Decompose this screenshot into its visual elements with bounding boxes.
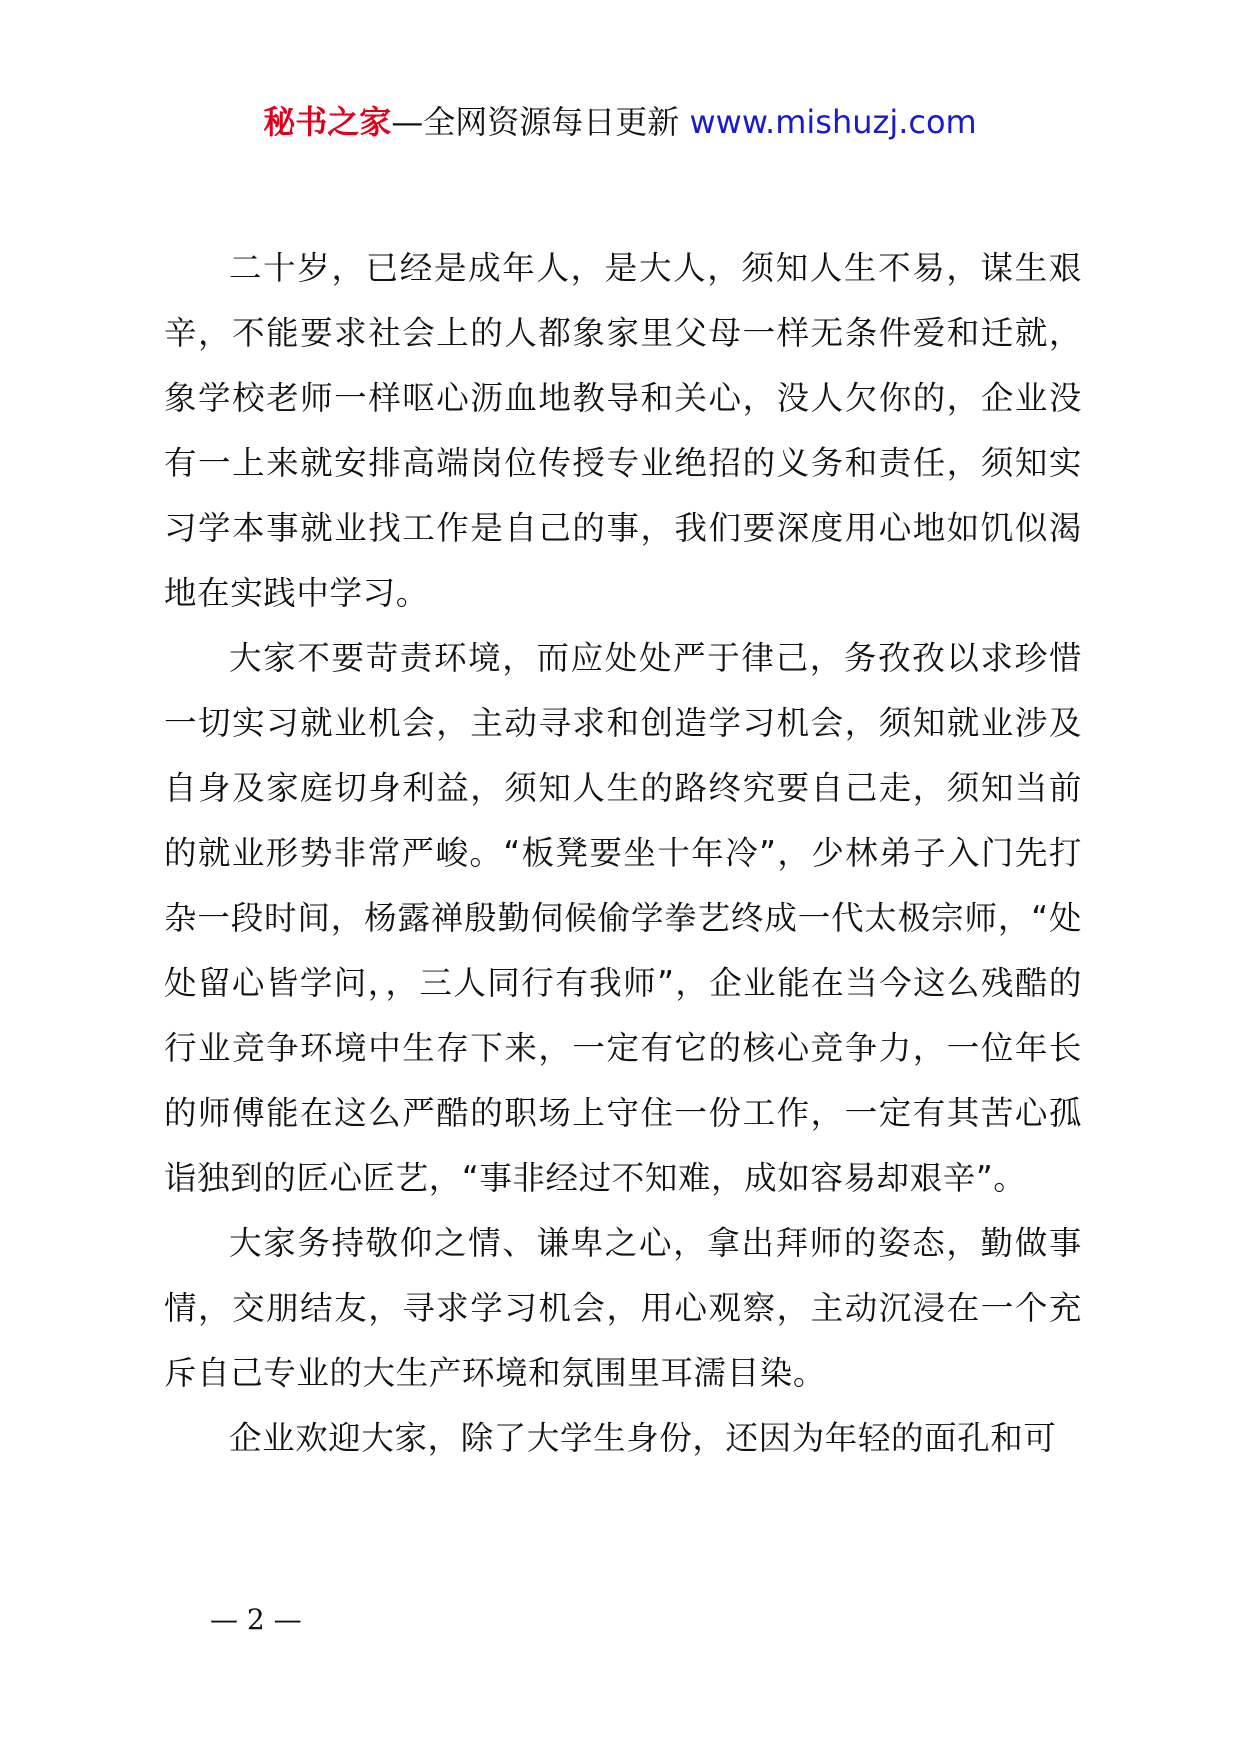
site-tagline: —全网资源每日更新 — [391, 103, 690, 141]
paragraph: 企业欢迎大家，除了大学生身份，还因为年轻的面孔和可 — [229, 1419, 1057, 1457]
document-body — [164, 236, 1082, 1471]
page-header — [0, 100, 1240, 144]
paragraph: 大家务持敬仰之情、谦卑之心，拿出拜师的姿态，勤做事情，交朋结友，寻求学习机会，用心观察，主动沉浸在一个充斥自己专业的大生产环境和氛围里耳濡目染。 — [164, 1224, 1082, 1392]
paragraph: 二十岁，已经是成年人，是大人，须知人生不易，谋生艰辛，不能要求社会上的人都象家里父母一样无条件爱和迁就，象学校老师一样呕心沥血地教导和关心，没人欠你的，企业没有一上来就安排高端岗位传授专业绝招的义务和责任，须知实习学本事就业找工作是自己的事，我们要深度用心地如饥似渴地在实践中学习。 — [164, 249, 1082, 612]
page-number: — 2 — — [210, 1603, 302, 1636]
site-url-link[interactable]: www.mishuzj.com — [689, 103, 977, 141]
paragraph: 大家不要苛责环境，而应处处严于律己，务孜孜以求珍惜一切实习就业机会，主动寻求和创造学习机会，须知就业涉及自身及家庭切身利益，须知人生的路终究要自己走，须知当前的就业形势非常严峻。“板凳要坐十年冷”，少林弟子入门先打杂一段时间，杨露禅殷勤伺候偷学拳艺终成一代太极宗师，“处处留心皆学问，，三人同行有我师”，企业能在当今这么残酷的行业竞争环境中生存下来，一定有它的核心竞争力，一位年长的师傅能在这么严酷的职场上守住一份工作，一定有其苦心孤诣独到的匠心匠艺，“事非经过不知难，成如容易却艰辛”。 — [164, 639, 1082, 1197]
site-brand: 秘书之家 — [263, 103, 392, 141]
